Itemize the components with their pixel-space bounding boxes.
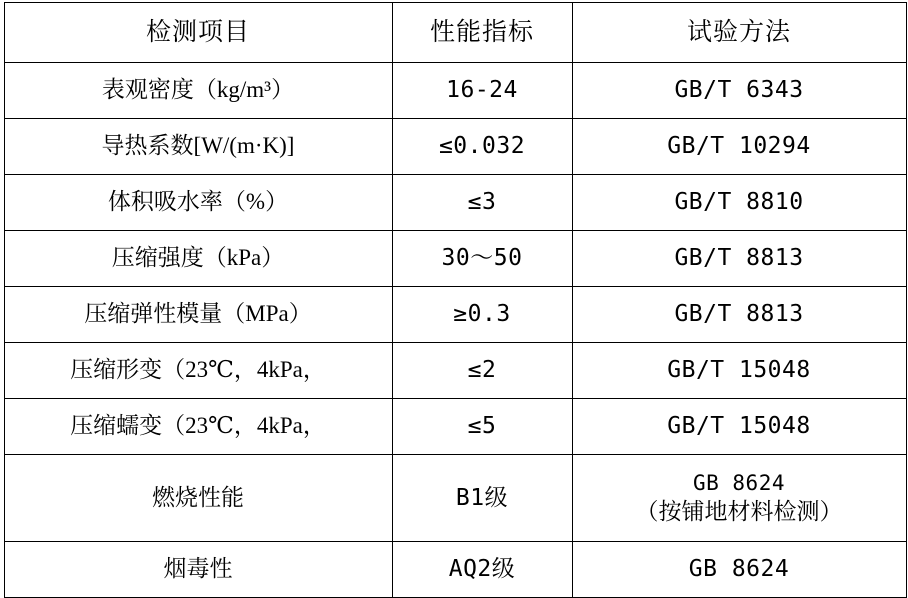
cell-spec: ≤0.032 — [392, 119, 572, 175]
cell-method — [572, 455, 906, 542]
table-row — [4, 175, 906, 231]
cell-method-line2: （按铺地材料检测） — [635, 498, 843, 524]
cell-method: GB/T 15048 — [572, 399, 906, 455]
table-row — [4, 343, 906, 399]
cell-item: 压缩蠕变（23℃，4kPa， — [4, 399, 392, 455]
cell-item: 体积吸水率（%） — [4, 175, 392, 231]
cell-spec: ≤3 — [392, 175, 572, 231]
table-row — [4, 287, 906, 343]
cell-item: 表观密度（kg/m³） — [4, 63, 392, 119]
cell-spec: ≥0.3 — [392, 287, 572, 343]
cell-method: GB/T 8810 — [572, 175, 906, 231]
cell-method: GB/T 8813 — [572, 231, 906, 287]
cell-item: 压缩形变（23℃，4kPa， — [4, 343, 392, 399]
table-header-row — [4, 3, 906, 63]
cell-spec: 30～50 — [392, 231, 572, 287]
cell-item: 烟毒性 — [4, 542, 392, 598]
table-row — [4, 231, 906, 287]
cell-method: GB 8624 — [572, 542, 906, 598]
table-row — [4, 399, 906, 455]
specification-table — [4, 2, 907, 598]
column-header-method: 试验方法 — [572, 3, 906, 63]
cell-method-line1: GB 8624 — [692, 470, 785, 495]
cell-method: GB/T 6343 — [572, 63, 906, 119]
table-row — [4, 542, 906, 598]
cell-method: GB/T 8813 — [572, 287, 906, 343]
cell-item: 导热系数[W/(m·K)] — [4, 119, 392, 175]
table-row — [4, 63, 906, 119]
cell-spec: AQ2级 — [392, 542, 572, 598]
table-row — [4, 119, 906, 175]
cell-item: 燃烧性能 — [4, 455, 392, 542]
table-row — [4, 455, 906, 542]
column-header-item: 检测项目 — [4, 3, 392, 63]
cell-method: GB/T 10294 — [572, 119, 906, 175]
cell-spec: 16-24 — [392, 63, 572, 119]
cell-item: 压缩弹性模量（MPa） — [4, 287, 392, 343]
cell-spec: ≤5 — [392, 399, 572, 455]
cell-method: GB/T 15048 — [572, 343, 906, 399]
column-header-spec: 性能指标 — [392, 3, 572, 63]
cell-spec: B1级 — [392, 455, 572, 542]
cell-item: 压缩强度（kPa） — [4, 231, 392, 287]
cell-spec: ≤2 — [392, 343, 572, 399]
